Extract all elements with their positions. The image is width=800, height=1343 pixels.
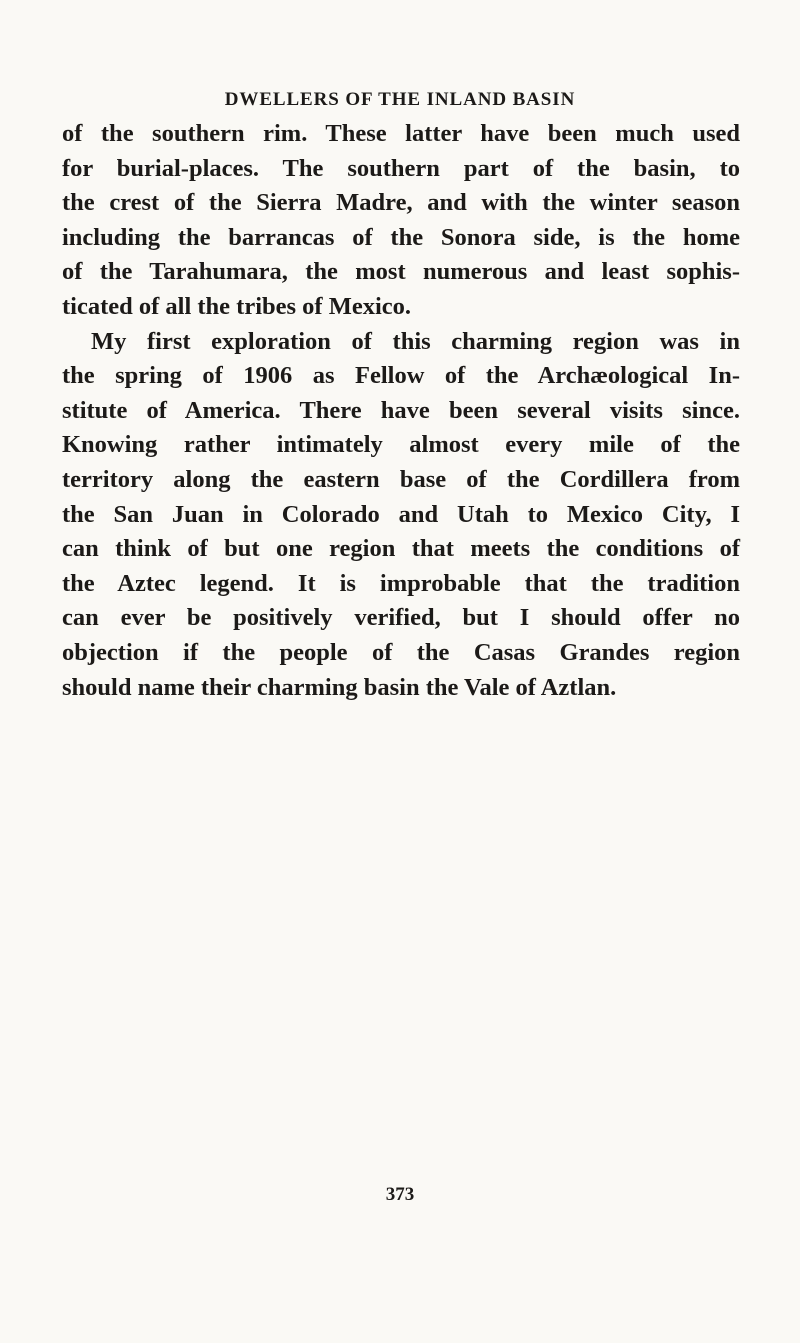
text-line: can think of but one region that meets the conditions of [62,535,740,563]
text-line: for burial-places. The southern part of the basin, to [62,154,740,182]
body-text [62,117,740,705]
text-line: objection if the people of the Casas Grandes region [62,638,740,666]
page-number: 373 [385,1184,415,1205]
text-line: the San Juan in Colorado and Utah to Mexico City, I [62,500,740,528]
text-line: including the barrancas of the Sonora side, is the home [62,223,740,251]
running-head: DWELLERS OF THE INLAND BASIN [224,89,576,110]
text-line: the Aztec legend. It is improbable that the tradition [62,569,740,597]
text-line: territory along the eastern base of the Cordillera from [62,465,740,493]
text-line: Knowing rather intimately almost every mile of the [62,431,740,459]
text-line: ticated of all the tribes of Mexico. [62,292,412,320]
text-line: the spring of 1906 as Fellow of the Archæological In- [62,362,740,390]
text-line: of the Tarahumara, the most numerous and least sophis- [62,258,740,286]
text-line: of the southern rim. These latter have been much used [62,120,740,147]
text-line: should name their charming basin the Vale of Aztlan. [62,673,617,701]
text-line: My first exploration of this charming region was in [91,327,740,355]
text-line: stitute of America. There have been several visits since. [62,396,740,424]
paragraph [62,117,740,325]
text-line: can ever be positively verified, but I should offer no [62,604,740,632]
text-line: the crest of the Sierra Madre, and with the winter season [62,189,740,217]
paragraph [62,325,740,706]
